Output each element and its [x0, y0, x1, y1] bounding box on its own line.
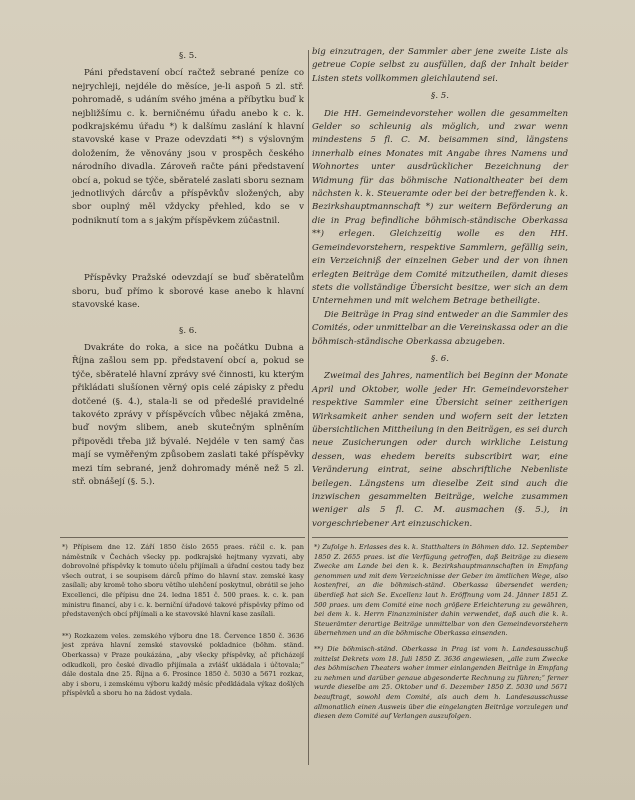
footnote-rule-left [60, 537, 305, 538]
german-section-6-title: §. 6. [431, 353, 449, 364]
column-divider [308, 50, 309, 765]
german-section-5-title: §. 5. [431, 91, 449, 102]
footnote-rule-right [312, 537, 568, 538]
german-section-5-paragraph: Die HH. Gemeindevorsteher wollen die gesammelten Gelder so schleunig als möglich, und zwar wenn mindestens 5 fl. C. M. beisammen sind, längstens innerhalb eines Monates mit Angabe ihres Namens und Wohnortes unter ausdrücklicher Bezeichnung der Widmung für das böhmische Nationaltheater bei dem nächsten k. k. Steueramte oder bei der betreffenden k. k. Bezirkshauptmannschaft *) zur weitern Beförderung an die in Prag befindliche böhmisch-ständische Oberkassa **) erlegen. Gleichzeitig wolle es den HH. Gemeindevorstehern, respektive Sammlern, gefällig sein, ein Verzeichniß der einzelnen Geber und der von ihnen erlegten Beiträge dem Comité mitzutheilen, damit dieses stets die vollständige Übersicht besitze, wer sich an dem Unternehmen und mit welchem Betrage betheiligte. [312, 108, 568, 307]
czech-section-5-paragraph: Páni představení obcí račtež sebrané peníze co nejrychleji, nejdéle do měsíce, je-li aspoň 5 zl. stř. pohromadě, s udáním svého jména a příbytku buď k nejbližšímu c. k. berničnému úřadu anebo k c. k. podkrajskému úřadu *) k dalšímu zaslání k hlavní stavovské kase v Praze odevzdati **) s výslovným doložením, že věnovány jsou v prospěch českého národního divadla. Zároveň račte páni představení obcí a, pokud se týče, sběratelé zaslati sboru seznam jednotlivých dárcův a příspěvkův složených, aby sbor ouplný měl vždycky přehled, kdo se v podniknutí tom a s jakým příspěvkem zúčastnil. [72, 68, 304, 226]
czech-section-6-title: §. 6. [179, 325, 197, 336]
german-footnotes [314, 543, 568, 722]
german-section-6-paragraph: Zweimal des Jahres, namentlich bei Beginn der Monate April und Oktober, wolle jeder Hr. Gemeindevorsteher respektive Sammler eine Übersicht seiner zeitherigen Wirksamkeit anher senden und wofern seit der letzten übersichtlichen Mittheilung in den Beiträgen, es sei durch neue Zusicherungen oder durch wirkliche Leistung dessen, was ehedem bereits subscribirt war, eine Veränderung eintrat, seine abschriftliche Nebenliste beilegen. Längstens um dieselbe Zeit sind auch die inzwischen gesammelten Beiträge, welche zusammen weniger als 5 fl. C. M. ausmachen (§. 5.), in vorgeschriebener Art einzuschicken. [312, 371, 568, 529]
german-column [312, 46, 568, 531]
czech-section-5-title: §. 5. [179, 51, 197, 61]
german-continuation-paragraph: big einzutragen, der Sammler aber jene zweite Liste als getreue Copie selbst zu ausfüllen, daß der Inhalt beider Listen stets vollkommen gleichlautend sei. [312, 47, 568, 84]
czech-footnote-1: *) Přípisem dne 12. Září 1850 číslo 2655 praes. ráčil c. k. pan náměstník v Čechách všecky pp. podkrajské hejtmany vyzvati, aby dobrovolné příspěvky k tomuto účelu přijímali a úřadní cestou tady bez všech outrat, i se soupisem dárců přímo do hlavní stav. zemské kasy zasílali; aby kromě toho sboru větího ulehčení poskytnul, obrátil se jeho Excellenci, dle přípisu dne 24. ledna 1851 č. 500 praes. k. c. k. pan ministru financí, aby i c. k. berniční úřadové takové příspěvky přímo od představených obcí přijímali a ke stavovské hlavní kase zasílali. [62, 543, 304, 619]
czech-column [72, 46, 304, 489]
german-footnote-1: *) Zufolge h. Erlasses des k. k. Statthalters in Böhmen ddo. 12. September 1850 Z. 2655 praes. ist die Verfügung getroffen, daß Beiträge zu diesem Zwecke am Lande bei den k. k. Bezirkshauptmannschaften in Empfang genommen und mit dem Verzeichnisse der Geber im ämtlichen Wege, also kostenfrei, an die böhmisch-ständ. Oberkassa übersendet werden; überdieß hat sich Se. Excellenz laut h. Eröffnung vom 24. Jänner 1851 Z. 500 praes. um dem Comité eine noch größere Erleichterung zu gewähren, bei dem k. k. Herrn Finanzminister dahin verwendet, daß auch die k. k. Steuerämter derartige Beiträge unmittelbar von den Gemeindevorstehern übernehmen und an die böhmische Oberkassa einsenden. [314, 543, 568, 638]
czech-section-6-paragraph: Dvakráte do roka, a sice na počátku Dubna a Října zašlou sem pp. představení obcí a, pokud se týče, sběratelé hlavní zprávy své činnosti, ku kterým přikládati slušíonen věrný opis celé zápisky z předu dotčené (§. 4.), stala-li se od předešlé pravidelné takovéto zprávy v příspěvcích vůbec nějaká změna, buď novým slibem, aneb skutečným splněním připovědi třeba již bývalé. Nejdéle v ten samý čas mají se vyměřeným způsobem zaslati také příspěvky mezi tím sebrané, jenž dohromady méně než 5 zl. stř. obnášejí (§. 5.). [72, 342, 304, 487]
czech-footnote-2: **) Rozkazem veles. zemského výboru dne 18. Července 1850 č. 3636 jest zpráva hlavní zemské stavovské pokladnice (böhm. ständ. Oberkassa) v Praze poukázána, „aby všecky příspěvky, ač přicházejí odkudkoli, pro české divadlo přijímala a zvlášť ukládala i účtovala;“ dále dostala dne 25. Října a 6. Prosince 1850 č. 5030 a 5671 rozkaz, aby i sboru, i zemskému výboru každý měsíc předkládala výkaz došlých příspěvků a sboru ho na žádost vydala. [62, 631, 304, 698]
german-section-5-prague-paragraph: Die Beiträge in Prag sind entweder an die Sammler des Comités, oder unmittelbar an die Vereinskassa oder an die böhmisch-ständische Oberkassa abzugeben. [312, 309, 569, 347]
czech-footnotes [62, 543, 304, 699]
german-footnote-2: **) Die böhmisch-ständ. Oberkassa in Prag ist vom h. Landesausschuß mittelst Dekrets vom 18. Juli 1850 Z. 3636 angewiesen, „alle zum Zwecke des böhmischen Theaters woher immer einlangenden Beiträge in Empfang zu nehmen und darüber genaue abgesonderte Rechnung zu führen;“ ferner wurde dieselbe am 25. Oktober und 6. Dezember 1850 Z. 5030 und 5671 beauftragt, sowohl dem Comité, als auch dem h. Landesausschusse allmonatlich einen Ausweis über die eingelangten Beiträge vorzulegen und diesen dem Comité auf Verlangen auszufolgen. [314, 644, 568, 721]
czech-section-5-prague-paragraph: Příspěvky Pražské odevzdají se buď sběratelům sboru, buď přímo k sborové kase anebo k hlavní stavovské kase. [72, 273, 304, 311]
